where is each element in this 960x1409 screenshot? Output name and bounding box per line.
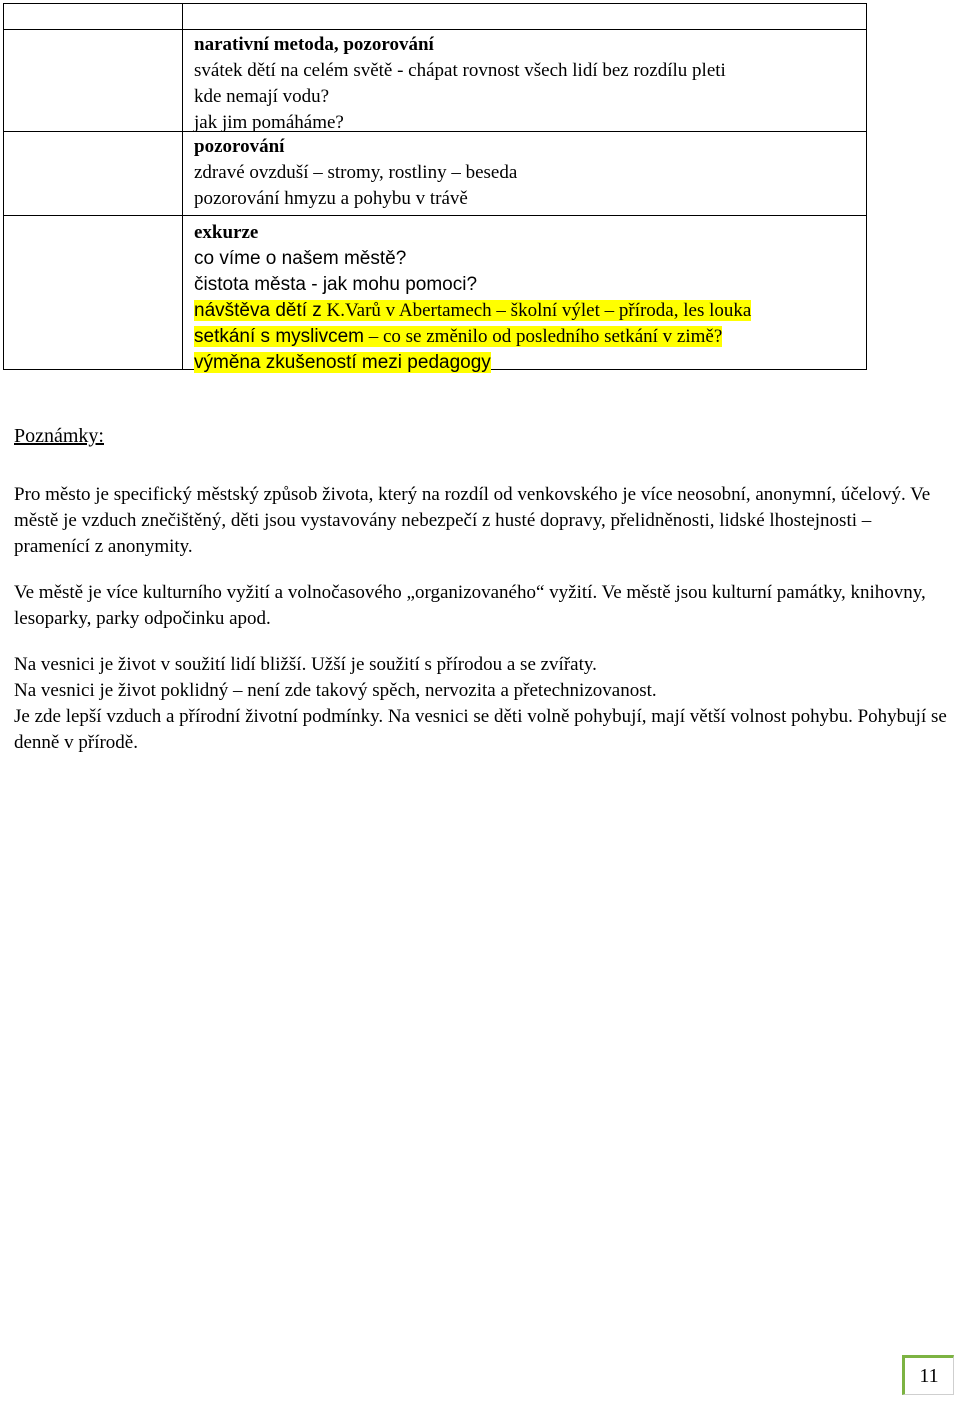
activity-text: kde nemají vodu? xyxy=(194,86,330,107)
notes-paragraph xyxy=(14,652,949,756)
notes-line: Pro město je specifický městský způsob života, který na rozdíl od venkovského je více neosobní, anonymní, účelový. xyxy=(14,484,906,505)
notes-line: Ve městě je vzduch znečištěný, děti jsou vystavovány nebezpečí z husté dopravy, přelidněnosti, lidské lhostejnosti – pramenící z anonymity. xyxy=(14,484,931,557)
table-cell-empty xyxy=(4,132,183,216)
page-number: 11 xyxy=(919,1365,939,1387)
activity-line xyxy=(194,324,866,350)
activity-line xyxy=(194,220,866,246)
table-row xyxy=(4,216,867,370)
notes-line: Na vesnici je život v soužití lidí bližší. Užší je soužití s přírodou a se zvířaty. xyxy=(14,654,597,675)
table-cell-empty xyxy=(4,30,183,132)
activity-text: narativní metoda, pozorování xyxy=(194,34,434,55)
table-row xyxy=(4,30,867,132)
table-cell-empty xyxy=(183,4,867,30)
notes-line: Ve městě je více kulturního vyžití a volnočasového „organizovaného“ vyžití. Ve městě jsou kulturní památky, knihovny, lesoparky, parky odpočinku apod. xyxy=(14,582,926,629)
activity-text: čistota města - jak mohu pomoci? xyxy=(194,274,478,295)
table-header-row xyxy=(4,4,867,30)
table-row xyxy=(4,132,867,216)
page-number-box xyxy=(902,1355,954,1395)
activity-line xyxy=(194,350,866,376)
activity-text: K.Varů v Abertamech – školní výlet – příroda, les louka xyxy=(321,300,752,321)
table-cell-activities xyxy=(183,132,867,216)
activity-line xyxy=(194,272,866,298)
notes-paragraph xyxy=(14,580,949,632)
activity-text: co víme o našem městě? xyxy=(194,248,407,269)
activity-line xyxy=(194,160,866,186)
activity-text: výměna zkušeností mezi pedagogy xyxy=(194,352,491,373)
activity-line xyxy=(194,298,866,324)
notes-paragraph xyxy=(14,482,949,560)
activity-line xyxy=(194,84,866,110)
activity-text: pozorování xyxy=(194,136,285,157)
activity-line xyxy=(194,246,866,272)
table-cell-activities xyxy=(183,30,867,132)
activity-text: jak jim pomáháme? xyxy=(194,112,344,133)
activity-text: setkání s myslivcem xyxy=(194,326,364,347)
notes-heading: Poznámky: xyxy=(14,425,104,447)
table-cell-empty xyxy=(4,4,183,30)
activity-text: – co se změnilo od posledního setkání v zimě? xyxy=(363,326,723,347)
notes-section xyxy=(14,423,949,776)
activity-line xyxy=(194,186,866,212)
table-cell-empty xyxy=(4,216,183,370)
activity-plan-table xyxy=(3,3,867,373)
activity-text: zdravé ovzduší – stromy, rostliny – beseda xyxy=(194,162,518,183)
activity-line xyxy=(194,58,866,84)
activity-line xyxy=(194,134,866,160)
activity-line xyxy=(194,32,866,58)
table-cell-activities xyxy=(183,216,867,373)
activity-text: návštěva dětí z xyxy=(194,300,322,321)
notes-line: Na vesnici je život poklidný – není zde takový spěch, nervozita a přetechnizovanost. xyxy=(14,680,657,701)
activity-text: pozorování hmyzu a pohybu v trávě xyxy=(194,188,468,209)
notes-line: Je zde lepší vzduch a přírodní životní podmínky. Na vesnici se děti volně pohybují, mají větší volnost pohybu. Pohybují se denně v přírodě. xyxy=(14,706,947,753)
activity-text: svátek dětí na celém světě - chápat rovnost všech lidí bez rozdílu pleti xyxy=(194,60,726,81)
activity-text: exkurze xyxy=(194,222,259,243)
